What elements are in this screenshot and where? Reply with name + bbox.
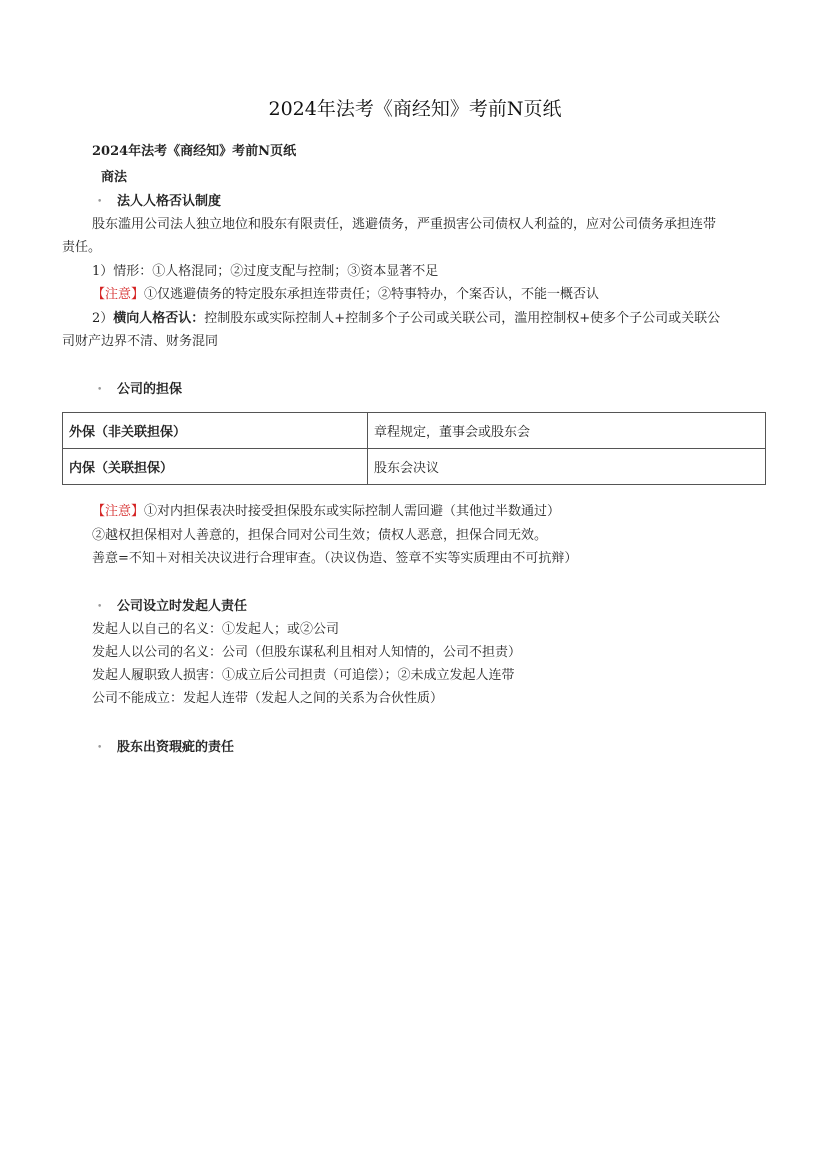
section-heading: 商法 [101, 170, 128, 185]
bullet-icon: • [97, 385, 103, 395]
note-label: 【注意】 [92, 504, 145, 519]
table-row [63, 413, 766, 449]
note-label: 【注意】 [92, 287, 145, 302]
piercing-note [92, 287, 599, 303]
bullet-icon: • [97, 602, 103, 612]
guarantee-table [62, 412, 766, 485]
note-text: ①对内担保表决时接受担保股东或实际控制人需回避（其他过半数通过） [144, 504, 561, 519]
founder-line: 发起人履职致人损害：①成立后公司担责（可追偿）；②未成立发起人连带 [92, 668, 515, 683]
piercing-item2-line2: 司财产边界不清、财务混同 [62, 334, 219, 349]
piercing-item-1: 1）情形：①人格混同；②过度支配与控制；③资本显著不足 [92, 264, 439, 279]
note-text: ①仅逃避债务的特定股东承担连带责任；②特事特办，个案否认，不能一概否认 [144, 287, 600, 302]
heading-piercing: 法人人格否认制度 [117, 194, 222, 209]
piercing-para-line1: 股东滥用公司法人独立地位和股东有限责任，逃避债务，严重损害公司债权人利益的，应对公司债务承担连带 [92, 217, 717, 232]
table-cell: 股东会决议 [368, 449, 766, 485]
page-title: 2024年法考《商经知》考前N页纸 [268, 98, 562, 120]
item2-prefix: 2） [92, 311, 114, 326]
heading-capital: 股东出资瑕疵的责任 [117, 740, 235, 755]
founder-line: 公司不能成立：发起人连带（发起人之间的关系为合伙性质） [92, 691, 444, 706]
guarantee-line-2: ②越权担保相对人善意的，担保合同对公司生效；债权人恶意，担保合同无效。 [92, 528, 548, 543]
heading-founder: 公司设立时发起人责任 [117, 599, 248, 614]
document-subtitle: 2024年法考《商经知》考前N页纸 [92, 144, 297, 159]
guarantee-line-3: 善意=不知＋对相关决议进行合理审查。（决议伪造、签章不实等实质理由不可抗辩） [92, 551, 578, 566]
founder-line: 发起人以自己的名义：①发起人；或②公司 [92, 622, 340, 637]
table-cell: 外保（非关联担保） [63, 413, 368, 449]
table-cell: 章程规定，董事会或股东会 [368, 413, 766, 449]
piercing-para-line2: 责任。 [62, 240, 102, 255]
piercing-item-2 [92, 311, 720, 327]
item2-bold: 横向人格否认： [113, 311, 205, 326]
bullet-icon: • [97, 197, 103, 207]
bullet-icon: • [97, 743, 103, 753]
table-row [63, 449, 766, 485]
table-cell: 内保（关联担保） [63, 449, 368, 485]
item2-line1: 控制股东或实际控制人+控制多个子公司或关联公司，滥用控制权+使多个子公司或关联公 [204, 311, 721, 326]
guarantee-note [92, 504, 560, 520]
heading-guarantee: 公司的担保 [117, 382, 183, 397]
founder-line: 发起人以公司的名义：公司（但股东谋私利且相对人知情的，公司不担责） [92, 645, 522, 660]
